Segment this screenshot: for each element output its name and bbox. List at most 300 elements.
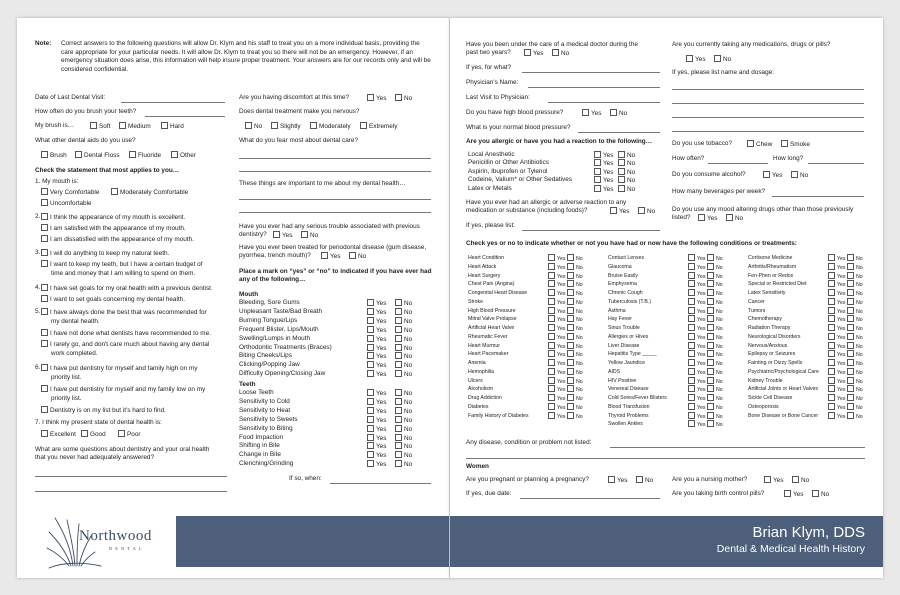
condition-3-16-no-checkbox[interactable] — [847, 394, 854, 401]
condition-3-9-no-checkbox[interactable] — [847, 333, 854, 340]
teeth-item-3-no-checkbox[interactable] — [395, 416, 402, 423]
condition-2-19-no[interactable]: No — [707, 420, 723, 430]
condition-3-18-no[interactable]: No — [847, 412, 863, 422]
brush-soft-option[interactable]: Soft — [90, 122, 110, 131]
mouth-item-1-no[interactable]: No — [395, 308, 412, 317]
condition-1-13-no-checkbox[interactable] — [567, 368, 574, 375]
questions-line-1[interactable] — [35, 476, 227, 477]
condition-1-6-yes-checkbox[interactable] — [548, 307, 555, 314]
condition-2-1-yes[interactable]: Yes — [688, 263, 705, 273]
mouth-item-7-yes-checkbox[interactable] — [367, 361, 374, 368]
discomfort-yes[interactable]: Yes — [367, 94, 386, 103]
condition-1-12-no-checkbox[interactable] — [567, 359, 574, 366]
doctor-yes-checkbox[interactable] — [524, 49, 531, 56]
mouth-item-0-no-checkbox[interactable] — [395, 299, 402, 306]
discomfort-no-checkbox[interactable] — [395, 94, 402, 101]
allergy-item-4-no-checkbox[interactable] — [618, 185, 625, 192]
condition-3-15-yes[interactable]: Yes — [828, 385, 845, 395]
condition-2-15-no-checkbox[interactable] — [707, 385, 714, 392]
pregnant-no-checkbox[interactable] — [636, 476, 643, 483]
med-list-line-3[interactable] — [672, 117, 864, 118]
aid-floss-option[interactable]: Dental Floss — [75, 151, 120, 160]
condition-2-8-yes-checkbox[interactable] — [688, 324, 695, 331]
nervous-no-checkbox[interactable] — [245, 122, 252, 129]
condition-3-14-yes-checkbox[interactable] — [828, 377, 835, 384]
mouth-item-6-no-checkbox[interactable] — [395, 352, 402, 359]
condition-1-15-yes[interactable]: Yes — [548, 385, 565, 395]
condition-1-5-no-checkbox[interactable] — [567, 298, 574, 305]
allergy-item-1-yes[interactable]: Yes — [594, 159, 613, 168]
condition-3-9-yes[interactable]: Yes — [828, 333, 845, 343]
discomfort-yes-checkbox[interactable] — [367, 94, 374, 101]
condition-2-4-no[interactable]: No — [707, 289, 723, 299]
condition-3-4-yes[interactable]: Yes — [828, 289, 845, 299]
condition-1-0-yes[interactable]: Yes — [548, 254, 565, 264]
last-visit-physician-field[interactable] — [548, 102, 660, 103]
mouth-item-2-no[interactable]: No — [395, 317, 412, 326]
q7-poor-checkbox[interactable] — [118, 430, 125, 437]
teeth-item-1-no-checkbox[interactable] — [395, 398, 402, 405]
condition-3-8-no-checkbox[interactable] — [847, 324, 854, 331]
teeth-item-2-yes-checkbox[interactable] — [367, 407, 374, 414]
condition-3-12-yes[interactable]: Yes — [828, 359, 845, 369]
condition-3-4-no-checkbox[interactable] — [847, 289, 854, 296]
condition-3-2-no[interactable]: No — [847, 272, 863, 282]
q1-very-comfortable-checkbox[interactable] — [41, 188, 48, 195]
condition-1-11-no[interactable]: No — [567, 350, 583, 360]
med-list-line-1[interactable] — [672, 89, 864, 90]
if-so-when-field[interactable] — [330, 483, 431, 484]
condition-1-18-no[interactable]: No — [567, 412, 583, 422]
due-date-field[interactable] — [520, 498, 660, 499]
condition-3-0-yes-checkbox[interactable] — [828, 254, 835, 261]
condition-1-9-no-checkbox[interactable] — [567, 333, 574, 340]
condition-2-17-no[interactable]: No — [707, 403, 723, 413]
condition-3-13-no[interactable]: No — [847, 368, 863, 378]
teeth-item-0-yes-checkbox[interactable] — [367, 389, 374, 396]
condition-3-15-yes-checkbox[interactable] — [828, 385, 835, 392]
condition-3-1-no-checkbox[interactable] — [847, 263, 854, 270]
teeth-item-0-yes[interactable]: Yes — [367, 389, 386, 398]
important-line-2[interactable] — [239, 212, 431, 213]
condition-2-5-no[interactable]: No — [707, 298, 723, 308]
mouth-item-3-yes-checkbox[interactable] — [367, 326, 374, 333]
condition-3-13-yes[interactable]: Yes — [828, 368, 845, 378]
nervous-moderately-checkbox[interactable] — [310, 122, 317, 129]
condition-3-10-yes[interactable]: Yes — [828, 342, 845, 352]
condition-1-14-yes[interactable]: Yes — [548, 377, 565, 387]
condition-1-7-no[interactable]: No — [567, 315, 583, 325]
condition-1-2-no[interactable]: No — [567, 272, 583, 282]
condition-3-2-yes-checkbox[interactable] — [828, 272, 835, 279]
condition-2-2-yes-checkbox[interactable] — [688, 272, 695, 279]
condition-2-14-yes-checkbox[interactable] — [688, 377, 695, 384]
pregnant-yes[interactable]: Yes — [608, 476, 627, 485]
condition-1-1-yes[interactable]: Yes — [548, 263, 565, 273]
condition-3-12-yes-checkbox[interactable] — [828, 359, 835, 366]
medications-yes[interactable]: Yes — [686, 55, 705, 64]
other-allergy-no[interactable]: No — [638, 207, 655, 216]
bp-yes-checkbox[interactable] — [582, 109, 589, 116]
condition-2-12-no-checkbox[interactable] — [707, 359, 714, 366]
mouth-item-1-no-checkbox[interactable] — [395, 308, 402, 315]
q2-option-1-checkbox[interactable] — [41, 213, 48, 220]
allergy-item-3-no-checkbox[interactable] — [618, 176, 625, 183]
condition-1-1-yes-checkbox[interactable] — [548, 263, 555, 270]
condition-2-10-no-checkbox[interactable] — [707, 342, 714, 349]
condition-3-3-yes-checkbox[interactable] — [828, 280, 835, 287]
condition-1-17-yes[interactable]: Yes — [548, 403, 565, 413]
condition-3-5-no[interactable]: No — [847, 298, 863, 308]
brush-medium-option[interactable]: Medium — [119, 122, 151, 131]
condition-3-11-no[interactable]: No — [847, 350, 863, 360]
teeth-item-8-yes[interactable]: Yes — [367, 460, 386, 469]
fear-line-2[interactable] — [239, 171, 431, 172]
mouth-item-5-yes[interactable]: Yes — [367, 344, 386, 353]
birth-control-no-checkbox[interactable] — [812, 490, 819, 497]
bp-yes[interactable]: Yes — [582, 109, 601, 118]
condition-1-8-no[interactable]: No — [567, 324, 583, 334]
condition-2-15-yes-checkbox[interactable] — [688, 385, 695, 392]
allergy-item-2-yes-checkbox[interactable] — [594, 168, 601, 175]
teeth-item-7-no-checkbox[interactable] — [395, 451, 402, 458]
fear-line-1[interactable] — [239, 158, 431, 159]
condition-3-17-no-checkbox[interactable] — [847, 403, 854, 410]
condition-3-14-no-checkbox[interactable] — [847, 377, 854, 384]
condition-3-13-no-checkbox[interactable] — [847, 368, 854, 375]
q4-option-1[interactable]: I have set goals for my oral health with a previous dentist. — [41, 284, 213, 293]
q4-option-2-checkbox[interactable] — [41, 295, 48, 302]
condition-2-18-yes-checkbox[interactable] — [688, 412, 695, 419]
mouth-item-7-yes[interactable]: Yes — [367, 361, 386, 370]
brush-hard-option[interactable]: Hard — [161, 122, 184, 131]
nervous-extremely[interactable]: Extremely — [360, 122, 397, 131]
nervous-slightly[interactable]: Slightly — [271, 122, 301, 131]
perio-no[interactable]: No — [349, 252, 366, 261]
condition-3-18-yes[interactable]: Yes — [828, 412, 845, 422]
condition-3-11-yes-checkbox[interactable] — [828, 350, 835, 357]
teeth-item-8-yes-checkbox[interactable] — [367, 460, 374, 467]
condition-1-8-yes-checkbox[interactable] — [548, 324, 555, 331]
condition-1-2-yes-checkbox[interactable] — [548, 272, 555, 279]
q7-good-checkbox[interactable] — [81, 430, 88, 437]
perio-yes[interactable]: Yes — [321, 252, 340, 261]
aid-other-checkbox[interactable] — [171, 151, 178, 158]
q1-moderately-comfortable[interactable]: Moderately Comfortable — [111, 188, 188, 197]
allergy-item-1-yes-checkbox[interactable] — [594, 159, 601, 166]
condition-2-13-yes-checkbox[interactable] — [688, 368, 695, 375]
birth-control-no[interactable]: No — [812, 490, 829, 499]
condition-1-8-no-checkbox[interactable] — [567, 324, 574, 331]
mouth-item-4-yes[interactable]: Yes — [367, 335, 386, 344]
condition-3-3-no-checkbox[interactable] — [847, 280, 854, 287]
condition-1-9-yes[interactable]: Yes — [548, 333, 565, 343]
medications-no-checkbox[interactable] — [714, 55, 721, 62]
condition-2-12-no[interactable]: No — [707, 359, 723, 369]
q7-excellent[interactable]: Excellent — [41, 430, 76, 439]
condition-2-16-yes-checkbox[interactable] — [688, 394, 695, 401]
condition-1-10-no[interactable]: No — [567, 342, 583, 352]
condition-2-2-no[interactable]: No — [707, 272, 723, 282]
condition-2-7-no[interactable]: No — [707, 315, 723, 325]
serious-trouble-no-checkbox[interactable] — [301, 231, 308, 238]
condition-1-10-no-checkbox[interactable] — [567, 342, 574, 349]
condition-2-15-no[interactable]: No — [707, 385, 723, 395]
condition-1-7-no-checkbox[interactable] — [567, 315, 574, 322]
mouth-item-4-no-checkbox[interactable] — [395, 335, 402, 342]
mouth-item-0-yes-checkbox[interactable] — [367, 299, 374, 306]
condition-1-2-yes[interactable]: Yes — [548, 272, 565, 282]
alcohol-no[interactable]: No — [791, 171, 808, 180]
condition-1-15-no[interactable]: No — [567, 385, 583, 395]
condition-3-8-yes[interactable]: Yes — [828, 324, 845, 334]
condition-2-7-yes-checkbox[interactable] — [688, 315, 695, 322]
teeth-item-4-no[interactable]: No — [395, 425, 412, 434]
brush-often-field[interactable] — [145, 116, 225, 117]
beverages-field[interactable] — [772, 196, 864, 197]
condition-1-7-yes-checkbox[interactable] — [548, 315, 555, 322]
q6-option-2[interactable]: I have put dentistry for myself and my family low on my — [41, 385, 205, 394]
condition-2-17-no-checkbox[interactable] — [707, 403, 714, 410]
condition-1-13-yes[interactable]: Yes — [548, 368, 565, 378]
condition-2-14-no[interactable]: No — [707, 377, 723, 387]
important-line-1[interactable] — [239, 199, 431, 200]
condition-2-0-no-checkbox[interactable] — [707, 254, 714, 261]
condition-3-14-yes[interactable]: Yes — [828, 377, 845, 387]
aid-fluoride-option[interactable]: Fluoride — [129, 151, 161, 160]
condition-3-12-no[interactable]: No — [847, 359, 863, 369]
condition-1-3-no-checkbox[interactable] — [567, 280, 574, 287]
q4-option-2[interactable]: I want to set goals concerning my dental health. — [41, 295, 185, 304]
condition-1-16-yes-checkbox[interactable] — [548, 394, 555, 401]
alcohol-no-checkbox[interactable] — [791, 171, 798, 178]
teeth-item-4-yes-checkbox[interactable] — [367, 425, 374, 432]
mouth-item-5-no[interactable]: No — [395, 344, 412, 353]
med-list-line-4[interactable] — [672, 131, 864, 132]
condition-2-1-no-checkbox[interactable] — [707, 263, 714, 270]
condition-2-3-no[interactable]: No — [707, 280, 723, 290]
condition-1-15-yes-checkbox[interactable] — [548, 385, 555, 392]
condition-2-4-no-checkbox[interactable] — [707, 289, 714, 296]
allergy-item-3-yes[interactable]: Yes — [594, 176, 613, 185]
condition-1-5-yes-checkbox[interactable] — [548, 298, 555, 305]
condition-1-5-yes[interactable]: Yes — [548, 298, 565, 308]
teeth-item-5-yes[interactable]: Yes — [367, 434, 386, 443]
teeth-item-3-yes-checkbox[interactable] — [367, 416, 374, 423]
condition-2-11-yes[interactable]: Yes — [688, 350, 705, 360]
condition-2-11-no-checkbox[interactable] — [707, 350, 714, 357]
mouth-item-0-no[interactable]: No — [395, 299, 412, 308]
mood-yes-checkbox[interactable] — [698, 214, 705, 221]
teeth-item-7-no[interactable]: No — [395, 451, 412, 460]
condition-1-12-yes-checkbox[interactable] — [548, 359, 555, 366]
condition-2-1-yes-checkbox[interactable] — [688, 263, 695, 270]
mouth-item-8-no[interactable]: No — [395, 370, 412, 379]
condition-3-15-no-checkbox[interactable] — [847, 385, 854, 392]
serious-trouble-yes-checkbox[interactable] — [273, 231, 280, 238]
q2-option-1[interactable]: I think the appearance of my mouth is excellent. — [41, 213, 185, 222]
mouth-item-4-yes-checkbox[interactable] — [367, 335, 374, 342]
condition-1-18-no-checkbox[interactable] — [567, 412, 574, 419]
condition-3-1-yes[interactable]: Yes — [828, 263, 845, 273]
condition-2-14-yes[interactable]: Yes — [688, 377, 705, 387]
condition-3-17-yes-checkbox[interactable] — [828, 403, 835, 410]
mouth-item-7-no[interactable]: No — [395, 361, 412, 370]
condition-3-16-yes-checkbox[interactable] — [828, 394, 835, 401]
mouth-item-3-yes[interactable]: Yes — [367, 326, 386, 335]
condition-3-11-yes[interactable]: Yes — [828, 350, 845, 360]
brush-hard-checkbox[interactable] — [161, 122, 168, 129]
allergy-item-0-yes[interactable]: Yes — [594, 151, 613, 160]
condition-2-10-no[interactable]: No — [707, 342, 723, 352]
condition-2-6-no[interactable]: No — [707, 307, 723, 317]
allergy-item-2-no[interactable]: No — [618, 168, 635, 177]
condition-3-3-yes[interactable]: Yes — [828, 280, 845, 290]
condition-3-5-no-checkbox[interactable] — [847, 298, 854, 305]
condition-2-0-yes-checkbox[interactable] — [688, 254, 695, 261]
perio-yes-checkbox[interactable] — [321, 252, 328, 259]
condition-1-5-no[interactable]: No — [567, 298, 583, 308]
teeth-item-5-no[interactable]: No — [395, 434, 412, 443]
brush-medium-checkbox[interactable] — [119, 122, 126, 129]
q3-option-2[interactable]: I want to keep my teeth, but I have a certain budget of — [41, 260, 202, 269]
condition-3-17-yes[interactable]: Yes — [828, 403, 845, 413]
q3-option-1-checkbox[interactable] — [41, 249, 48, 256]
teeth-item-2-no-checkbox[interactable] — [395, 407, 402, 414]
mouth-item-3-no-checkbox[interactable] — [395, 326, 402, 333]
teeth-item-1-yes[interactable]: Yes — [367, 398, 386, 407]
allergy-item-0-yes-checkbox[interactable] — [594, 151, 601, 158]
condition-3-0-no[interactable]: No — [847, 254, 863, 264]
condition-1-14-no-checkbox[interactable] — [567, 377, 574, 384]
medications-no[interactable]: No — [714, 55, 731, 64]
condition-1-4-no-checkbox[interactable] — [567, 289, 574, 296]
condition-1-15-no-checkbox[interactable] — [567, 385, 574, 392]
condition-2-19-yes-checkbox[interactable] — [688, 420, 695, 427]
how-often-field[interactable] — [708, 163, 768, 164]
condition-1-17-no[interactable]: No — [567, 403, 583, 413]
condition-3-10-no[interactable]: No — [847, 342, 863, 352]
condition-2-9-yes-checkbox[interactable] — [688, 333, 695, 340]
condition-2-12-yes-checkbox[interactable] — [688, 359, 695, 366]
aid-floss-checkbox[interactable] — [75, 151, 82, 158]
condition-2-3-no-checkbox[interactable] — [707, 280, 714, 287]
condition-3-12-no-checkbox[interactable] — [847, 359, 854, 366]
q7-poor[interactable]: Poor — [118, 430, 141, 439]
aid-other-option[interactable]: Other — [171, 151, 196, 160]
doctor-no-checkbox[interactable] — [552, 49, 559, 56]
condition-1-17-no-checkbox[interactable] — [567, 403, 574, 410]
condition-3-1-yes-checkbox[interactable] — [828, 263, 835, 270]
condition-2-17-yes-checkbox[interactable] — [688, 403, 695, 410]
condition-2-5-yes-checkbox[interactable] — [688, 298, 695, 305]
condition-1-4-yes-checkbox[interactable] — [548, 289, 555, 296]
condition-3-4-no[interactable]: No — [847, 289, 863, 299]
teeth-item-3-yes[interactable]: Yes — [367, 416, 386, 425]
mouth-item-4-no[interactable]: No — [395, 335, 412, 344]
q2-option-3[interactable]: I am dissatisfied with the appearance of my mouth. — [41, 235, 194, 244]
perio-no-checkbox[interactable] — [349, 252, 356, 259]
condition-3-5-yes-checkbox[interactable] — [828, 298, 835, 305]
allergy-item-0-no-checkbox[interactable] — [618, 151, 625, 158]
q5-option-3-checkbox[interactable] — [41, 340, 48, 347]
condition-1-9-yes-checkbox[interactable] — [548, 333, 555, 340]
condition-1-17-yes-checkbox[interactable] — [548, 403, 555, 410]
doctor-no[interactable]: No — [552, 49, 569, 58]
other-allergy-yes-checkbox[interactable] — [610, 207, 617, 214]
teeth-item-5-yes-checkbox[interactable] — [367, 434, 374, 441]
condition-2-18-yes[interactable]: Yes — [688, 412, 705, 422]
q6-option-1-checkbox[interactable] — [41, 364, 48, 371]
teeth-item-7-yes[interactable]: Yes — [367, 451, 386, 460]
condition-2-13-no[interactable]: No — [707, 368, 723, 378]
tobacco-chew-checkbox[interactable] — [747, 140, 754, 147]
nervous-moderately[interactable]: Moderately — [310, 122, 351, 131]
medications-yes-checkbox[interactable] — [686, 55, 693, 62]
other-allergy-yes[interactable]: Yes — [610, 207, 629, 216]
mouth-item-7-no-checkbox[interactable] — [395, 361, 402, 368]
allergy-item-2-no-checkbox[interactable] — [618, 168, 625, 175]
condition-1-13-yes-checkbox[interactable] — [548, 368, 555, 375]
condition-3-17-no[interactable]: No — [847, 403, 863, 413]
q6-option-2-checkbox[interactable] — [41, 385, 48, 392]
how-long-field[interactable] — [808, 163, 864, 164]
condition-3-15-no[interactable]: No — [847, 385, 863, 395]
condition-3-7-no[interactable]: No — [847, 315, 863, 325]
condition-1-6-yes[interactable]: Yes — [548, 307, 565, 317]
condition-2-3-yes[interactable]: Yes — [688, 280, 705, 290]
alcohol-yes[interactable]: Yes — [763, 171, 782, 180]
condition-1-6-no[interactable]: No — [567, 307, 583, 317]
condition-1-12-yes[interactable]: Yes — [548, 359, 565, 369]
condition-3-16-no[interactable]: No — [847, 394, 863, 404]
condition-1-12-no[interactable]: No — [567, 359, 583, 369]
condition-2-19-yes[interactable]: Yes — [688, 420, 705, 430]
q6-option-3[interactable]: Dentistry is on my list but it's hard to find. — [41, 406, 166, 415]
aid-brush-checkbox[interactable] — [41, 151, 48, 158]
bp-no[interactable]: No — [610, 109, 627, 118]
condition-2-11-no[interactable]: No — [707, 350, 723, 360]
serious-trouble-yes[interactable]: Yes — [273, 231, 292, 240]
allergy-item-1-no-checkbox[interactable] — [618, 159, 625, 166]
condition-2-7-yes[interactable]: Yes — [688, 315, 705, 325]
condition-3-6-yes-checkbox[interactable] — [828, 307, 835, 314]
condition-1-14-no[interactable]: No — [567, 377, 583, 387]
mood-yes[interactable]: Yes — [698, 214, 717, 223]
q1-very-comfortable[interactable]: Very Comfortable — [41, 188, 99, 197]
condition-2-2-no-checkbox[interactable] — [707, 272, 714, 279]
condition-1-3-no[interactable]: No — [567, 280, 583, 290]
condition-3-8-no[interactable]: No — [847, 324, 863, 334]
condition-1-9-no[interactable]: No — [567, 333, 583, 343]
condition-1-14-yes-checkbox[interactable] — [548, 377, 555, 384]
condition-1-10-yes-checkbox[interactable] — [548, 342, 555, 349]
condition-1-11-no-checkbox[interactable] — [567, 350, 574, 357]
condition-2-16-no[interactable]: No — [707, 394, 723, 404]
mouth-item-8-no-checkbox[interactable] — [395, 370, 402, 377]
condition-2-8-yes[interactable]: Yes — [688, 324, 705, 334]
condition-1-1-no-checkbox[interactable] — [567, 263, 574, 270]
tobacco-smoke[interactable]: Smoke — [781, 140, 810, 149]
condition-3-2-yes[interactable]: Yes — [828, 272, 845, 282]
teeth-item-4-yes[interactable]: Yes — [367, 425, 386, 434]
q3-option-2-checkbox[interactable] — [41, 260, 48, 267]
pregnant-yes-checkbox[interactable] — [608, 476, 615, 483]
tobacco-chew[interactable]: Chew — [747, 140, 772, 149]
nervous-extremely-checkbox[interactable] — [360, 122, 367, 129]
alcohol-yes-checkbox[interactable] — [763, 171, 770, 178]
condition-3-11-no-checkbox[interactable] — [847, 350, 854, 357]
